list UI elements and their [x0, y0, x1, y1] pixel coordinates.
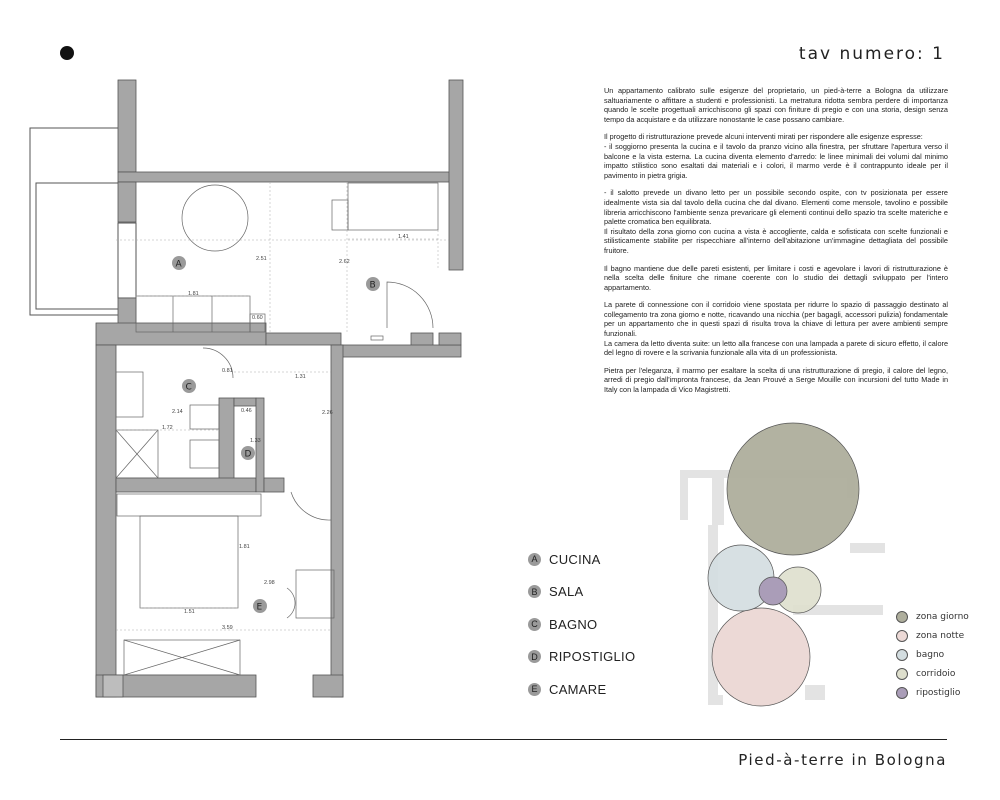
legend-item — [528, 616, 635, 632]
zone-legend-item — [896, 629, 969, 642]
walls — [96, 80, 463, 697]
dim-label: 1.51 — [184, 609, 195, 615]
zone-swatch — [896, 687, 908, 699]
dim-label: 0.46 — [241, 408, 252, 414]
dim-label: 1.81 — [188, 291, 199, 297]
description-paragraph: - il salotto prevede un divano letto per un possibile secondo ospite, con tv posizionata per essere idealmente vista sia dal tavolo della cucina che dal divano. Elementi come mensole, tavolino e possibile libreria arricchiscono l'ambiente senza prevaricare gli elementi continui dello spazio tra scelte materiche e palette cromatica ben equilibrata. Il risultato della zona giorno con cucina a vista è accogliente, calda e sofisticata con scelte funzionali e stilisticamente stabilite per rispecchiare all'interno dell'abitazione un'immagine dettagliata del possibile fruitore. — [604, 188, 948, 255]
room-marker-a: A — [175, 259, 182, 270]
zone-swatch — [896, 649, 908, 661]
dim-label: 1.81 — [239, 544, 250, 550]
legend-label: RIPOSTIGLIO — [549, 649, 636, 664]
room-legend — [528, 551, 635, 714]
legend-item — [528, 681, 635, 697]
zone-label: corridoio — [916, 669, 956, 680]
dim-label: 2.62 — [339, 259, 350, 265]
sheet-label: tav numero: 1 — [798, 44, 945, 64]
zone-label: ripostiglio — [916, 688, 961, 699]
footer-title: Pied-à-terre in Bologna — [738, 751, 947, 769]
dimension-lines — [116, 182, 449, 630]
zone-swatch — [896, 668, 908, 680]
dim-label: 2.14 — [172, 409, 183, 415]
legend-label: CUCINA — [549, 551, 601, 567]
room-marker-c: C — [185, 382, 192, 393]
description-paragraph: Pietra per l'eleganza, il marmo per esaltare la scelta di una ristrutturazione di pregio, il calore del legno, arredi di pregio dall'impronta francese, da Jean Prouvé a Serge Mouille con incursioni del tutto Made in Italy con la lampada di Vico Magistretti. — [604, 365, 948, 395]
dim-label: 1.72 — [162, 425, 173, 431]
zone-label: zona giorno — [916, 611, 969, 622]
zone-swatch — [896, 611, 908, 623]
legend-letter: B — [528, 585, 541, 598]
zone-circle-notte — [712, 608, 810, 706]
description-paragraph: La parete di connessione con il corridoio viene spostata per ridurre lo spazio di passaggio destinato al collegamento tra zona giorno e notte, ricavando una nicchia (per bagagli, accessori pulizia) fondamentale per un appartamento che in questi spazi di risulta trova la chiave di lettura per avere ambienti sempre funzionali. La camera da letto diventa suite: un letto alla francese con una lampada a parete di sicuro effetto, il calore del legno di rovere e la scrivania funzionale alla vita di un professionista. — [604, 300, 948, 358]
dim-label: 1.31 — [295, 374, 306, 380]
description-paragraph: Il progetto di ristrutturazione prevede alcuni interventi mirati per rispondere alle esigenze espresse: - il soggiorno presenta la cucina e il tavolo da pranzo vicino alla finestra, per sfruttare l'apertura verso il balcone e la vista esterna. La cucina diventa elemento d'arredo: le linee minimali dei volumi dal minimo impatto stilistico sono esaltati dai materiali e i colori, il marmo verde è il contrappunto ideale per il pavimento in pietra grigia. — [604, 132, 948, 180]
room-marker-e: E — [256, 602, 263, 613]
room-marker-b: B — [369, 280, 376, 291]
legend-letter: E — [528, 683, 541, 696]
legend-label: SALA — [549, 584, 584, 599]
zone-legend-item — [896, 687, 969, 700]
legend-item — [528, 584, 635, 600]
zone-legend-item — [896, 648, 969, 661]
legend-letter: A — [528, 553, 541, 566]
legend-item — [528, 551, 635, 567]
legend-label: CAMARE — [549, 681, 607, 697]
dim-label: 2.51 — [256, 256, 267, 262]
legend-letter: D — [528, 650, 541, 663]
dimension-labels — [162, 234, 409, 631]
zone-legend — [896, 610, 969, 706]
zone-legend-item — [896, 668, 969, 681]
dim-label: 0.81 — [222, 368, 233, 374]
zone-circle-giorno — [727, 423, 859, 555]
description — [604, 86, 948, 403]
dim-label: 0.60 — [252, 315, 263, 321]
legend-letter: C — [528, 618, 541, 631]
zone-label: zona notte — [916, 630, 965, 641]
description-paragraph: Un appartamento calibrato sulle esigenze del proprietario, un pied-à-terre a Bologna da utilizzare saltuariamente o affittare a studenti e professionisti. La metratura ridotta sembra perdere di importanza quando le scelte progettuali arricchiscono gli spazi con finiture di pregio e con una storia, design senza tempo da acquistare e da utilizzare nonostante le case possano cambiare. — [604, 86, 948, 124]
description-paragraph: Il bagno mantiene due delle pareti esistenti, per limitare i costi e agevolare i lavori di ristrutturazione è nella scelta delle finiture che rimane coerente con lo studio dei dettagli sviluppato per l'intero appartamento. — [604, 263, 948, 292]
room-markers — [172, 256, 380, 613]
dim-label: 1.41 — [398, 234, 409, 240]
footer-rule — [60, 739, 947, 740]
zone-circle-ripostiglio — [759, 577, 787, 605]
dim-label: 2.26 — [322, 410, 333, 416]
zone-legend-item — [896, 610, 969, 623]
room-marker-d: D — [244, 449, 252, 460]
dim-label: 1.33 — [250, 438, 261, 444]
zone-diagram — [680, 423, 885, 706]
legend-label: BAGNO — [549, 616, 598, 632]
dim-label: 3.59 — [222, 625, 233, 631]
legend-item — [528, 649, 635, 665]
zone-label: bagno — [916, 649, 945, 660]
zone-swatch — [896, 630, 908, 642]
dim-label: 2.98 — [264, 580, 275, 586]
